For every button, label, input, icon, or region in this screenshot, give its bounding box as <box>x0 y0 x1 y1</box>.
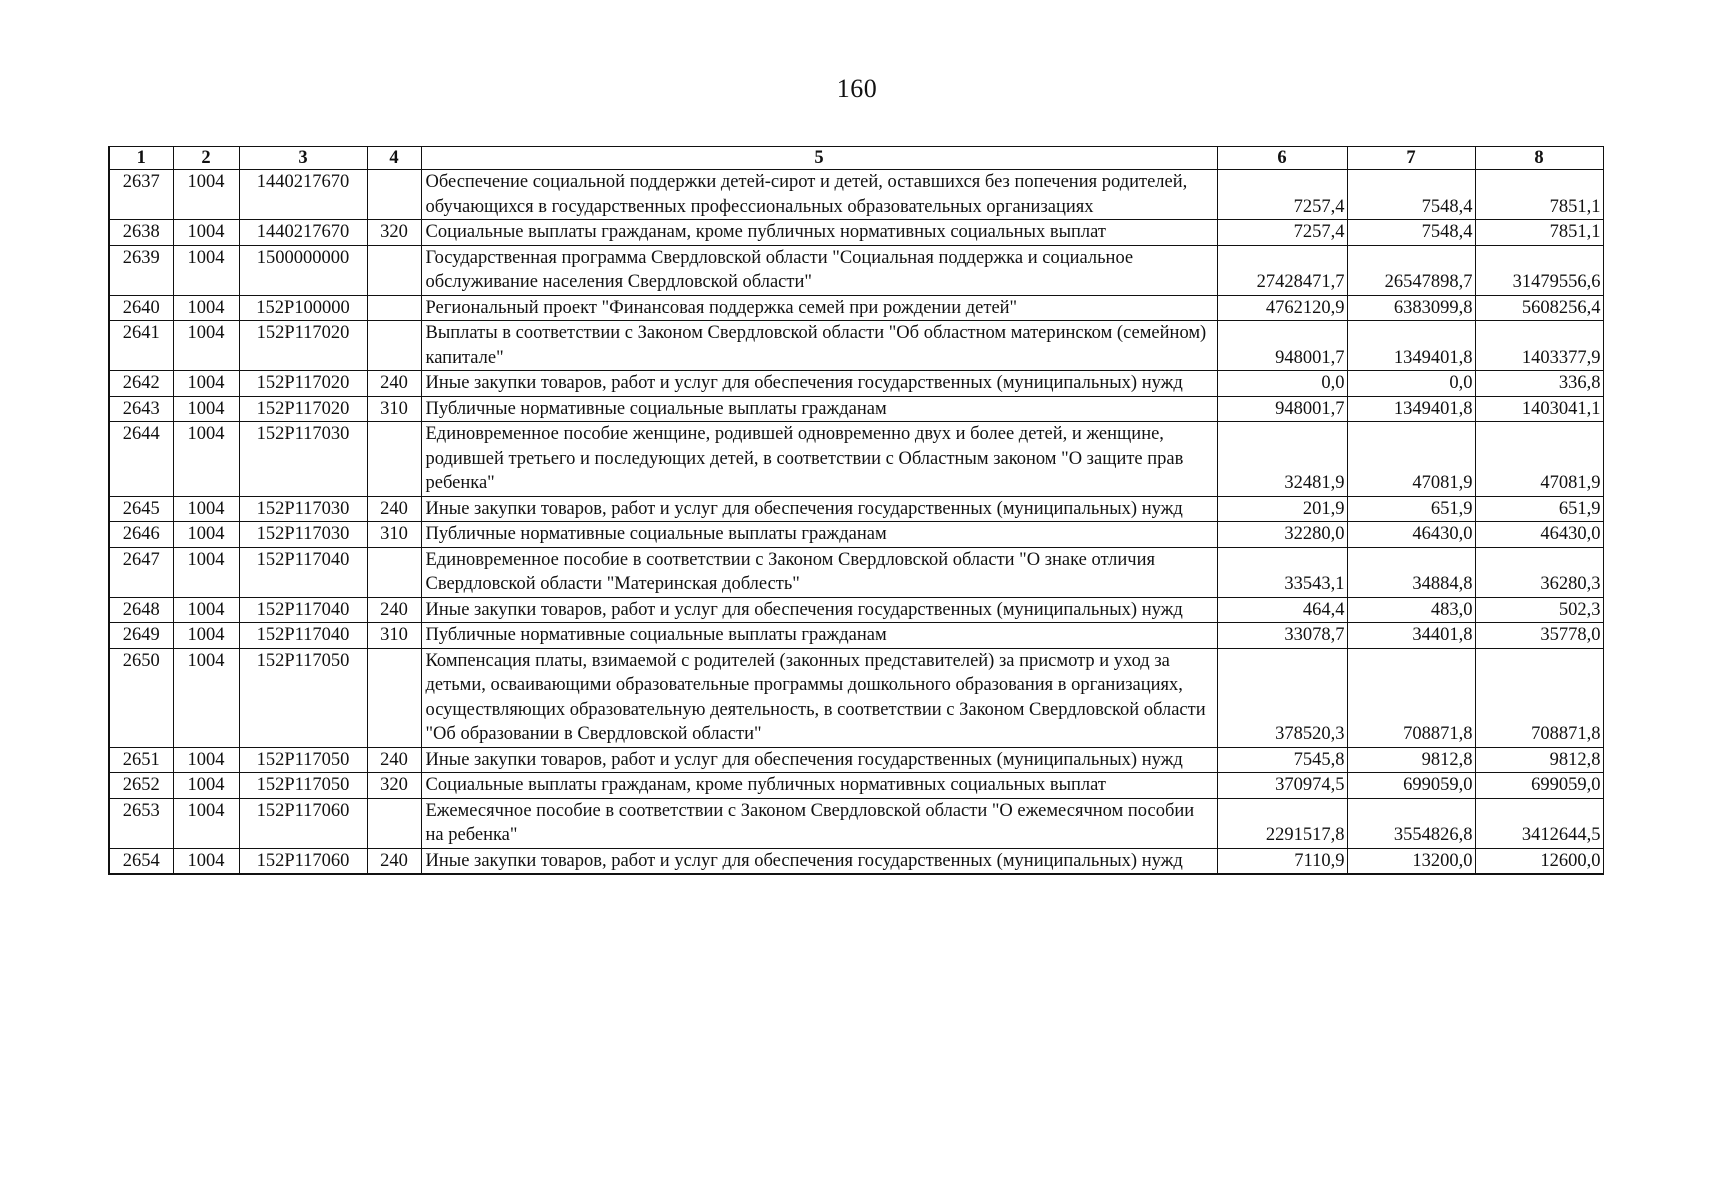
section-code-cell: 1004 <box>173 371 239 397</box>
section-code-cell: 1004 <box>173 848 239 874</box>
target-article-cell: 1440217670 <box>239 220 367 246</box>
table-header-row <box>109 147 1603 170</box>
table-row <box>109 597 1603 623</box>
amount-cell-8: 5608256,4 <box>1475 295 1603 321</box>
expense-type-cell: 240 <box>367 747 421 773</box>
header-col-5: 5 <box>421 147 1217 170</box>
amount-cell-6: 2291517,8 <box>1217 798 1347 848</box>
expense-type-cell <box>367 547 421 597</box>
expense-type-cell <box>367 295 421 321</box>
amount-cell-6: 948001,7 <box>1217 321 1347 371</box>
amount-cell-7: 7548,4 <box>1347 220 1475 246</box>
target-article-cell: 152P117030 <box>239 422 367 497</box>
description-cell: Единовременное пособие женщине, родившей одновременно двух и более детей, и женщине, родившей третьего и последующих детей, в соответствии с Областным законом "О защите прав ребенка" <box>421 422 1217 497</box>
amount-cell-7: 651,9 <box>1347 496 1475 522</box>
target-article-cell: 1500000000 <box>239 245 367 295</box>
row-number-cell: 2654 <box>109 848 173 874</box>
expense-type-cell: 240 <box>367 371 421 397</box>
target-article-cell: 152P117050 <box>239 747 367 773</box>
section-code-cell: 1004 <box>173 547 239 597</box>
row-number-cell: 2640 <box>109 295 173 321</box>
target-article-cell: 1440217670 <box>239 170 367 220</box>
section-code-cell: 1004 <box>173 295 239 321</box>
amount-cell-6: 0,0 <box>1217 371 1347 397</box>
target-article-cell: 152P117020 <box>239 371 367 397</box>
row-number-cell: 2639 <box>109 245 173 295</box>
amount-cell-6: 33543,1 <box>1217 547 1347 597</box>
amount-cell-7: 1349401,8 <box>1347 321 1475 371</box>
section-code-cell: 1004 <box>173 321 239 371</box>
table-row <box>109 422 1603 497</box>
amount-cell-6: 32481,9 <box>1217 422 1347 497</box>
description-cell: Иные закупки товаров, работ и услуг для обеспечения государственных (муниципальных) нужд <box>421 747 1217 773</box>
target-article-cell: 152P117060 <box>239 848 367 874</box>
row-number-cell: 2649 <box>109 623 173 649</box>
description-cell: Иные закупки товаров, работ и услуг для обеспечения государственных (муниципальных) нужд <box>421 496 1217 522</box>
header-col-8: 8 <box>1475 147 1603 170</box>
amount-cell-7: 47081,9 <box>1347 422 1475 497</box>
section-code-cell: 1004 <box>173 597 239 623</box>
table-row <box>109 321 1603 371</box>
amount-cell-6: 7110,9 <box>1217 848 1347 874</box>
table-row <box>109 295 1603 321</box>
expense-type-cell: 240 <box>367 496 421 522</box>
description-cell: Публичные нормативные социальные выплаты гражданам <box>421 396 1217 422</box>
row-number-cell: 2641 <box>109 321 173 371</box>
description-cell: Иные закупки товаров, работ и услуг для обеспечения государственных (муниципальных) нужд <box>421 371 1217 397</box>
target-article-cell: 152P117040 <box>239 623 367 649</box>
table-row <box>109 396 1603 422</box>
target-article-cell: 152P117040 <box>239 597 367 623</box>
header-col-6: 6 <box>1217 147 1347 170</box>
table-row <box>109 371 1603 397</box>
amount-cell-8: 9812,8 <box>1475 747 1603 773</box>
section-code-cell: 1004 <box>173 396 239 422</box>
table-row <box>109 496 1603 522</box>
expense-type-cell <box>367 170 421 220</box>
row-number-cell: 2648 <box>109 597 173 623</box>
target-article-cell: 152P117020 <box>239 321 367 371</box>
expense-type-cell: 240 <box>367 848 421 874</box>
description-cell: Ежемесячное пособие в соответствии с Законом Свердловской области "О ежемесячном пособии на ребенка" <box>421 798 1217 848</box>
row-number-cell: 2650 <box>109 648 173 747</box>
expense-type-cell: 310 <box>367 522 421 548</box>
description-cell: Региональный проект "Финансовая поддержка семей при рождении детей" <box>421 295 1217 321</box>
section-code-cell: 1004 <box>173 648 239 747</box>
row-number-cell: 2647 <box>109 547 173 597</box>
row-number-cell: 2638 <box>109 220 173 246</box>
amount-cell-7: 483,0 <box>1347 597 1475 623</box>
amount-cell-8: 36280,3 <box>1475 547 1603 597</box>
amount-cell-8: 7851,1 <box>1475 220 1603 246</box>
amount-cell-7: 6383099,8 <box>1347 295 1475 321</box>
description-cell: Иные закупки товаров, работ и услуг для обеспечения государственных (муниципальных) нужд <box>421 597 1217 623</box>
amount-cell-8: 502,3 <box>1475 597 1603 623</box>
description-cell: Социальные выплаты гражданам, кроме публичных нормативных социальных выплат <box>421 220 1217 246</box>
target-article-cell: 152P117030 <box>239 522 367 548</box>
table-row <box>109 648 1603 747</box>
amount-cell-7: 9812,8 <box>1347 747 1475 773</box>
amount-cell-7: 699059,0 <box>1347 773 1475 799</box>
table-row <box>109 623 1603 649</box>
row-number-cell: 2646 <box>109 522 173 548</box>
amount-cell-8: 7851,1 <box>1475 170 1603 220</box>
description-cell: Компенсация платы, взимаемой с родителей (законных представителей) за присмотр и уход за детьми, осваивающими образовательные программы дошкольного образования в организациях, осуществляющих образовательную деятельность, в соответствии с Законом Свердловской области "Об образовании в Свердловской области" <box>421 648 1217 747</box>
target-article-cell: 152P117030 <box>239 496 367 522</box>
budget-table <box>108 146 1604 875</box>
description-cell: Публичные нормативные социальные выплаты гражданам <box>421 522 1217 548</box>
table-body <box>109 170 1603 875</box>
page-number: 160 <box>836 74 878 103</box>
amount-cell-8: 1403377,9 <box>1475 321 1603 371</box>
amount-cell-6: 464,4 <box>1217 597 1347 623</box>
amount-cell-7: 13200,0 <box>1347 848 1475 874</box>
target-article-cell: 152P117050 <box>239 773 367 799</box>
amount-cell-7: 7548,4 <box>1347 170 1475 220</box>
amount-cell-6: 948001,7 <box>1217 396 1347 422</box>
description-cell: Социальные выплаты гражданам, кроме публичных нормативных социальных выплат <box>421 773 1217 799</box>
section-code-cell: 1004 <box>173 773 239 799</box>
expense-type-cell: 310 <box>367 623 421 649</box>
amount-cell-8: 699059,0 <box>1475 773 1603 799</box>
amount-cell-7: 34401,8 <box>1347 623 1475 649</box>
header-col-7: 7 <box>1347 147 1475 170</box>
amount-cell-6: 370974,5 <box>1217 773 1347 799</box>
target-article-cell: 152P117020 <box>239 396 367 422</box>
amount-cell-7: 1349401,8 <box>1347 396 1475 422</box>
expense-type-cell: 310 <box>367 396 421 422</box>
section-code-cell: 1004 <box>173 522 239 548</box>
amount-cell-7: 3554826,8 <box>1347 798 1475 848</box>
amount-cell-8: 47081,9 <box>1475 422 1603 497</box>
table-row <box>109 522 1603 548</box>
table-row <box>109 848 1603 874</box>
row-number-cell: 2642 <box>109 371 173 397</box>
amount-cell-7: 46430,0 <box>1347 522 1475 548</box>
table-row <box>109 220 1603 246</box>
amount-cell-8: 3412644,5 <box>1475 798 1603 848</box>
target-article-cell: 152P100000 <box>239 295 367 321</box>
amount-cell-6: 4762120,9 <box>1217 295 1347 321</box>
expense-type-cell <box>367 648 421 747</box>
table-row <box>109 170 1603 220</box>
amount-cell-8: 46430,0 <box>1475 522 1603 548</box>
description-cell: Обеспечение социальной поддержки детей-сирот и детей, оставшихся без попечения родителей, обучающихся в государственных профессиональных образовательных организациях <box>421 170 1217 220</box>
amount-cell-8: 12600,0 <box>1475 848 1603 874</box>
expense-type-cell <box>367 321 421 371</box>
target-article-cell: 152P117060 <box>239 798 367 848</box>
amount-cell-6: 7257,4 <box>1217 220 1347 246</box>
header-col-2: 2 <box>173 147 239 170</box>
amount-cell-8: 31479556,6 <box>1475 245 1603 295</box>
row-number-cell: 2653 <box>109 798 173 848</box>
row-number-cell: 2651 <box>109 747 173 773</box>
section-code-cell: 1004 <box>173 798 239 848</box>
table-row <box>109 747 1603 773</box>
row-number-cell: 2637 <box>109 170 173 220</box>
description-cell: Публичные нормативные социальные выплаты гражданам <box>421 623 1217 649</box>
description-cell: Государственная программа Свердловской области "Социальная поддержка и социальное обслуживание населения Свердловской области" <box>421 245 1217 295</box>
expense-type-cell: 240 <box>367 597 421 623</box>
expense-type-cell <box>367 422 421 497</box>
table-row <box>109 798 1603 848</box>
amount-cell-7: 26547898,7 <box>1347 245 1475 295</box>
row-number-cell: 2643 <box>109 396 173 422</box>
description-cell: Иные закупки товаров, работ и услуг для обеспечения государственных (муниципальных) нужд <box>421 848 1217 874</box>
header-col-3: 3 <box>239 147 367 170</box>
description-cell: Выплаты в соответствии с Законом Свердловской области "Об областном материнском (семейном) капитале" <box>421 321 1217 371</box>
section-code-cell: 1004 <box>173 220 239 246</box>
header-col-1: 1 <box>109 147 173 170</box>
amount-cell-6: 33078,7 <box>1217 623 1347 649</box>
amount-cell-8: 708871,8 <box>1475 648 1603 747</box>
row-number-cell: 2644 <box>109 422 173 497</box>
amount-cell-6: 32280,0 <box>1217 522 1347 548</box>
row-number-cell: 2645 <box>109 496 173 522</box>
amount-cell-6: 7545,8 <box>1217 747 1347 773</box>
section-code-cell: 1004 <box>173 623 239 649</box>
expense-type-cell <box>367 798 421 848</box>
section-code-cell: 1004 <box>173 422 239 497</box>
target-article-cell: 152P117050 <box>239 648 367 747</box>
section-code-cell: 1004 <box>173 747 239 773</box>
header-col-4: 4 <box>367 147 421 170</box>
amount-cell-8: 651,9 <box>1475 496 1603 522</box>
amount-cell-8: 336,8 <box>1475 371 1603 397</box>
table-row <box>109 773 1603 799</box>
expense-type-cell <box>367 245 421 295</box>
section-code-cell: 1004 <box>173 170 239 220</box>
expense-type-cell: 320 <box>367 220 421 246</box>
amount-cell-7: 0,0 <box>1347 371 1475 397</box>
section-code-cell: 1004 <box>173 245 239 295</box>
amount-cell-8: 35778,0 <box>1475 623 1603 649</box>
amount-cell-6: 7257,4 <box>1217 170 1347 220</box>
table-row <box>109 547 1603 597</box>
amount-cell-6: 27428471,7 <box>1217 245 1347 295</box>
row-number-cell: 2652 <box>109 773 173 799</box>
description-cell: Единовременное пособие в соответствии с Законом Свердловской области "О знаке отличия Свердловской области "Материнская доблесть" <box>421 547 1217 597</box>
amount-cell-7: 708871,8 <box>1347 648 1475 747</box>
table-row <box>109 245 1603 295</box>
amount-cell-6: 378520,3 <box>1217 648 1347 747</box>
expense-type-cell: 320 <box>367 773 421 799</box>
amount-cell-6: 201,9 <box>1217 496 1347 522</box>
amount-cell-8: 1403041,1 <box>1475 396 1603 422</box>
target-article-cell: 152P117040 <box>239 547 367 597</box>
amount-cell-7: 34884,8 <box>1347 547 1475 597</box>
section-code-cell: 1004 <box>173 496 239 522</box>
